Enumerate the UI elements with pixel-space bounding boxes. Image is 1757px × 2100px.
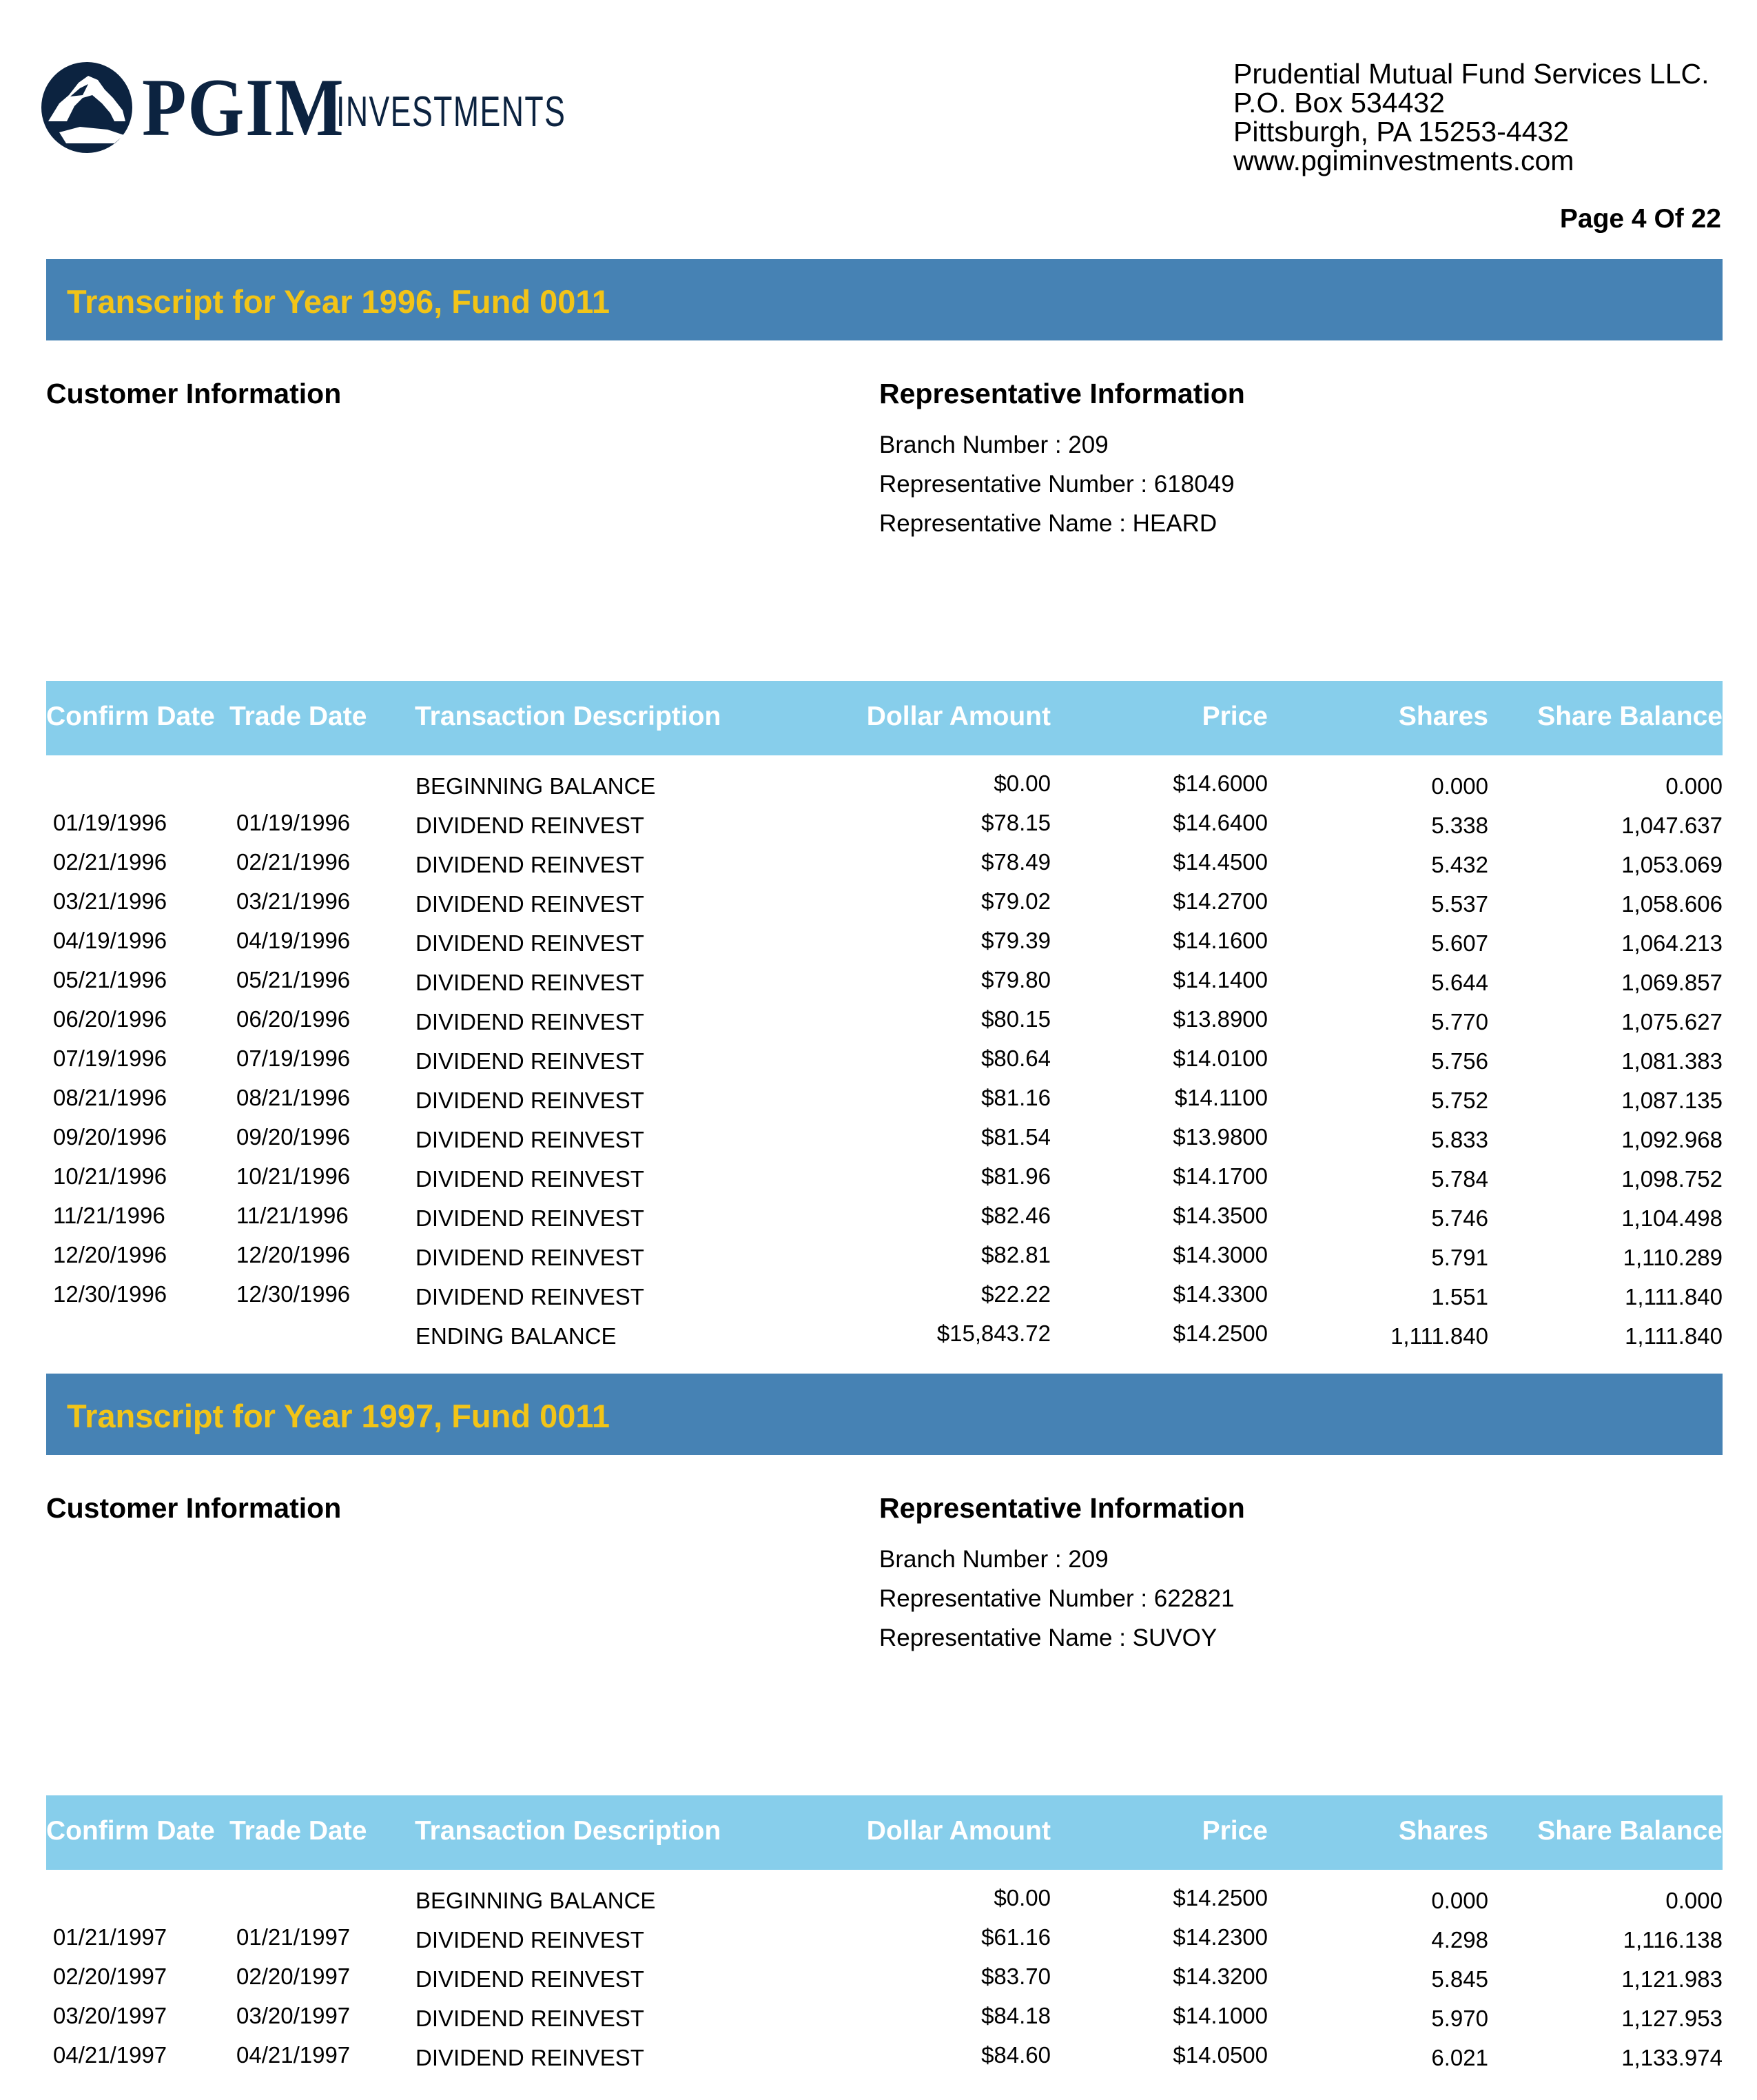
share-balance-cell: 1,092.968 [1621, 1127, 1723, 1152]
price-cell: $14.4500 [1173, 849, 1268, 875]
trade-date-cell: 08/21/1996 [236, 1085, 351, 1110]
description-cell: DIVIDEND REINVEST [415, 2006, 644, 2031]
dollar-amount-cell: $78.49 [981, 849, 1051, 875]
share-balance-cell: 1,053.069 [1621, 852, 1723, 877]
description-cell: BEGINNING BALANCE [415, 1888, 656, 1913]
share-balance-cell: 1,111.840 [1625, 1323, 1723, 1349]
rock-of-gibraltar-icon [39, 55, 135, 159]
confirm-date-cell: 09/20/1996 [53, 1124, 167, 1150]
dollar-amount-cell: $83.70 [981, 1964, 1051, 1989]
table-row [46, 890, 1723, 929]
price-cell: $14.2500 [1173, 1885, 1268, 1910]
shares-cell: 5.432 [1431, 852, 1488, 877]
share-balance-cell: 0.000 [1665, 773, 1723, 799]
trade-date-cell: 01/19/1996 [236, 810, 351, 835]
share-balance-cell: 0.000 [1665, 1888, 1723, 1913]
dollar-amount-cell: $80.64 [981, 1046, 1051, 1071]
table-row [46, 1204, 1723, 1243]
description-cell: BEGINNING BALANCE [415, 773, 656, 799]
description-cell: DIVIDEND REINVEST [415, 1966, 644, 1992]
table-row [46, 811, 1723, 850]
shares-cell: 5.746 [1431, 1205, 1488, 1231]
shares-cell: 6.021 [1431, 2045, 1488, 2070]
confirm-date-cell: 01/19/1996 [53, 810, 167, 835]
shares-cell: 5.784 [1431, 1166, 1488, 1192]
trade-date-cell: 11/21/1996 [236, 1203, 349, 1228]
table-row [46, 772, 1723, 811]
price-cell: $13.8900 [1173, 1006, 1268, 1032]
table-row [46, 2004, 1723, 2043]
price-cell: $14.3000 [1173, 1242, 1268, 1267]
shares-cell: 5.338 [1431, 813, 1488, 838]
description-cell: DIVIDEND REINVEST [415, 1048, 644, 1074]
shares-cell: 5.756 [1431, 1048, 1488, 1074]
pgim-logo [39, 55, 566, 172]
share-balance-cell: 1,075.627 [1621, 1009, 1723, 1034]
table-row [46, 2043, 1723, 2083]
branch-number: Branch Number : 209 [879, 1546, 1109, 1573]
description-cell: DIVIDEND REINVEST [415, 1205, 644, 1231]
description-cell: DIVIDEND REINVEST [415, 2045, 644, 2070]
trade-date-cell: 01/21/1997 [236, 1924, 351, 1950]
trade-date-cell: 02/21/1996 [236, 849, 351, 875]
shares-cell: 5.791 [1431, 1245, 1488, 1270]
table-row [46, 1125, 1723, 1165]
representative-info-heading: Representative Information [879, 378, 1245, 409]
price-cell: $14.2500 [1173, 1321, 1268, 1346]
section-title: Transcript for Year 1996, Fund 0011 [67, 283, 610, 320]
representative-name: Representative Name : SUVOY [879, 1624, 1217, 1651]
share-balance-cell: 1,047.637 [1621, 813, 1723, 838]
price-cell: $14.1100 [1174, 1085, 1268, 1110]
table-row [46, 1086, 1723, 1125]
dollar-amount-cell: $61.16 [981, 1924, 1051, 1950]
price-cell: $14.1600 [1173, 928, 1268, 953]
description-cell: DIVIDEND REINVEST [415, 1127, 644, 1152]
col-transaction-description: Transaction Description [415, 1816, 721, 1846]
confirm-date-cell: 01/21/1997 [53, 1924, 167, 1950]
col-dollar-amount: Dollar Amount [866, 702, 1051, 731]
address-line: Prudential Mutual Fund Services LLC. [1233, 58, 1709, 90]
trade-date-cell: 07/19/1996 [236, 1046, 351, 1071]
shares-cell: 5.607 [1431, 930, 1488, 956]
shares-cell: 5.644 [1431, 970, 1488, 995]
table-row [46, 1047, 1723, 1086]
col-shares: Shares [1398, 1816, 1488, 1846]
logo-subtext: INVESTMENTS [336, 88, 566, 136]
dollar-amount-cell: $80.15 [981, 1006, 1051, 1032]
representative-number: Representative Number : 622821 [879, 1585, 1235, 1612]
description-cell: DIVIDEND REINVEST [415, 891, 644, 917]
trade-date-cell: 03/20/1997 [236, 2003, 351, 2028]
price-cell: $14.2700 [1173, 888, 1268, 914]
description-cell: DIVIDEND REINVEST [415, 1009, 644, 1034]
description-cell: DIVIDEND REINVEST [415, 970, 644, 995]
price-cell: $14.0100 [1173, 1046, 1268, 1071]
trade-date-cell: 04/21/1997 [236, 2042, 351, 2068]
representative-name: Representative Name : HEARD [879, 510, 1217, 537]
share-balance-cell: 1,111.840 [1625, 1284, 1723, 1309]
confirm-date-cell: 04/21/1997 [53, 2042, 167, 2068]
price-cell: $14.6000 [1173, 771, 1268, 796]
share-balance-cell: 1,058.606 [1621, 891, 1723, 917]
table-row [46, 1926, 1723, 1965]
confirm-date-cell: 05/21/1996 [53, 967, 167, 992]
col-confirm-date: Confirm Date [46, 702, 215, 731]
table-row [46, 850, 1723, 890]
confirm-date-cell: 02/21/1996 [53, 849, 167, 875]
trade-date-cell: 12/30/1996 [236, 1281, 351, 1307]
description-cell: ENDING BALANCE [415, 1323, 617, 1349]
confirm-date-cell: 03/21/1996 [53, 888, 167, 914]
price-cell: $13.9800 [1173, 1124, 1268, 1150]
description-cell: DIVIDEND REINVEST [415, 852, 644, 877]
price-cell: $14.3500 [1173, 1203, 1268, 1228]
price-cell: $14.1000 [1173, 2003, 1268, 2028]
price-cell: $14.3300 [1173, 1281, 1268, 1307]
share-balance-cell: 1,098.752 [1621, 1166, 1723, 1192]
dollar-amount-cell: $84.18 [981, 2003, 1051, 2028]
price-cell: $14.6400 [1173, 810, 1268, 835]
shares-cell: 5.537 [1431, 891, 1488, 917]
page-number: Page 4 Of 22 [1559, 204, 1721, 234]
customer-info-heading: Customer Information [46, 378, 342, 409]
table-row [46, 1965, 1723, 2004]
col-price: Price [1202, 702, 1268, 731]
dollar-amount-cell: $0.00 [994, 771, 1051, 796]
table-row [46, 1322, 1723, 1361]
share-balance-cell: 1,110.289 [1623, 1245, 1723, 1270]
table-row [46, 1008, 1723, 1047]
representative-number: Representative Number : 618049 [879, 471, 1235, 498]
price-cell: $14.3200 [1173, 1964, 1268, 1989]
shares-cell: 5.845 [1431, 1966, 1488, 1992]
dollar-amount-cell: $79.02 [981, 888, 1051, 914]
dollar-amount-cell: $82.46 [981, 1203, 1051, 1228]
branch-number: Branch Number : 209 [879, 431, 1109, 458]
confirm-date-cell: 02/20/1997 [53, 1964, 167, 1989]
address-line: Pittsburgh, PA 15253-4432 [1233, 116, 1570, 147]
confirm-date-cell: 04/19/1996 [53, 928, 167, 953]
share-balance-cell: 1,127.953 [1621, 2006, 1723, 2031]
shares-cell: 0.000 [1431, 1888, 1488, 1913]
section-title-bar [46, 1374, 1723, 1455]
dollar-amount-cell: $0.00 [994, 1885, 1051, 1910]
website-link[interactable]: www.pgiminvestments.com [1233, 145, 1574, 176]
description-cell: DIVIDEND REINVEST [415, 930, 644, 956]
section-title: Transcript for Year 1997, Fund 0011 [67, 1398, 610, 1434]
representative-info-heading: Representative Information [879, 1492, 1245, 1524]
col-dollar-amount: Dollar Amount [866, 1816, 1051, 1846]
col-trade-date: Trade Date [229, 1816, 367, 1846]
share-balance-cell: 1,121.983 [1621, 1966, 1723, 1992]
share-balance-cell: 1,081.383 [1621, 1048, 1723, 1074]
table-header [46, 1795, 1723, 1870]
table-header [46, 681, 1723, 755]
confirm-date-cell: 07/19/1996 [53, 1046, 167, 1071]
description-cell: DIVIDEND REINVEST [415, 1166, 644, 1192]
share-balance-cell: 1,104.498 [1621, 1205, 1723, 1231]
table-row [46, 929, 1723, 968]
trade-date-cell: 10/21/1996 [236, 1163, 351, 1189]
col-transaction-description: Transaction Description [415, 702, 721, 731]
trade-date-cell: 03/21/1996 [236, 888, 351, 914]
confirm-date-cell: 03/20/1997 [53, 2003, 167, 2028]
company-address [1233, 59, 1709, 175]
dollar-amount-cell: $81.16 [981, 1085, 1051, 1110]
share-balance-cell: 1,069.857 [1621, 970, 1723, 995]
description-cell: DIVIDEND REINVEST [415, 1245, 644, 1270]
description-cell: DIVIDEND REINVEST [415, 1088, 644, 1113]
section-title-bar [46, 259, 1723, 340]
trade-date-cell: 04/19/1996 [236, 928, 351, 953]
confirm-date-cell: 08/21/1996 [53, 1085, 167, 1110]
table-row [46, 1886, 1723, 1926]
share-balance-cell: 1,064.213 [1621, 930, 1723, 956]
description-cell: DIVIDEND REINVEST [415, 813, 644, 838]
shares-cell: 5.970 [1431, 2006, 1488, 2031]
dollar-amount-cell: $81.54 [981, 1124, 1051, 1150]
confirm-date-cell: 12/20/1996 [53, 1242, 167, 1267]
share-balance-cell: 1,087.135 [1621, 1088, 1723, 1113]
shares-cell: 5.833 [1431, 1127, 1488, 1152]
table-row [46, 968, 1723, 1008]
price-cell: $14.1400 [1173, 967, 1268, 992]
col-trade-date: Trade Date [229, 702, 367, 731]
table-row [46, 1283, 1723, 1322]
table-row [46, 1243, 1723, 1283]
shares-cell: 4.298 [1431, 1927, 1488, 1953]
table-row [46, 1165, 1723, 1204]
trade-date-cell: 09/20/1996 [236, 1124, 351, 1150]
trade-date-cell: 12/20/1996 [236, 1242, 351, 1267]
dollar-amount-cell: $78.15 [981, 810, 1051, 835]
price-cell: $14.0500 [1173, 2042, 1268, 2068]
col-share-balance: Share Balance [1537, 702, 1723, 731]
share-balance-cell: 1,116.138 [1623, 1927, 1723, 1953]
price-cell: $14.1700 [1173, 1163, 1268, 1189]
confirm-date-cell: 06/20/1996 [53, 1006, 167, 1032]
dollar-amount-cell: $15,843.72 [936, 1321, 1051, 1346]
confirm-date-cell: 11/21/1996 [53, 1203, 165, 1228]
confirm-date-cell: 10/21/1996 [53, 1163, 167, 1189]
customer-info-heading: Customer Information [46, 1492, 342, 1524]
col-price: Price [1202, 1816, 1268, 1846]
col-confirm-date: Confirm Date [46, 1816, 215, 1846]
share-balance-cell: 1,133.974 [1621, 2045, 1723, 2070]
col-share-balance: Share Balance [1537, 1816, 1723, 1846]
dollar-amount-cell: $81.96 [981, 1163, 1051, 1189]
dollar-amount-cell: $82.81 [981, 1242, 1051, 1267]
dollar-amount-cell: $79.80 [981, 967, 1051, 992]
description-cell: DIVIDEND REINVEST [415, 1284, 644, 1309]
dollar-amount-cell: $79.39 [981, 928, 1051, 953]
confirm-date-cell: 12/30/1996 [53, 1281, 167, 1307]
dollar-amount-cell: $84.60 [981, 2042, 1051, 2068]
address-line: P.O. Box 534432 [1233, 87, 1445, 119]
shares-cell: 5.770 [1431, 1009, 1488, 1034]
trade-date-cell: 06/20/1996 [236, 1006, 351, 1032]
shares-cell: 1,111.840 [1390, 1323, 1488, 1349]
shares-cell: 1.551 [1431, 1284, 1488, 1309]
logo-wordmark: PGIM [142, 61, 345, 153]
trade-date-cell: 05/21/1996 [236, 967, 351, 992]
col-shares: Shares [1398, 702, 1488, 731]
shares-cell: 5.752 [1431, 1088, 1488, 1113]
description-cell: DIVIDEND REINVEST [415, 1927, 644, 1953]
trade-date-cell: 02/20/1997 [236, 1964, 351, 1989]
price-cell: $14.2300 [1173, 1924, 1268, 1950]
shares-cell: 0.000 [1431, 773, 1488, 799]
dollar-amount-cell: $22.22 [981, 1281, 1051, 1307]
